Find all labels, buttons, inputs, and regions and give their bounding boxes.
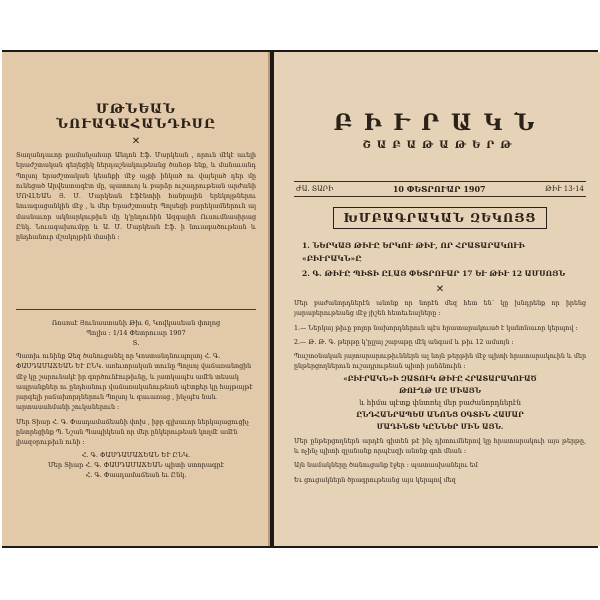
article-paragraph: Տաղանդաւոր քամանչահար Անդոն Էֆ. Մարկեան , որուն մէկէ աւելի երաժշտական գեղեցիկ ներդաշնակութեանց ծանօթ ենք, և մանաւանդ Պոլսոյ երաժշտական կեանքի մէջ աչքի ինկած ու վայելած դեր մը ունեցած Արվեստագէտ մը, պատուոյ և բարձր ուշադրութեան արժանի ՄՈՎԼԵԱՆ Յ. Մ. Մարկեան Էֆէնտիի հանրային երեկոյթներու նուագացանկին մէջ , և մեր Երաժշտասէր Պոլսեցի բարեկամներուն ալ մասնաւոր ակնարկութիւն մը կ՚ընդունին Ազգային Ուսումնասիրաց Ընկ. Նուագախումբը և Ա. Մ. Մարկեան Էֆ. ի նուագածութեան և ընդհանուր մշակոյթին մասին : bbox=[16, 152, 256, 242]
letter-body: Պատիւ ունինք Ձեզ ծանուցանել որ Կոստանդնուպոլսոյ Հ. Գ. ՓԱՍԴԱՄԱՃԵԱՆ ԵՒ ԸՆԿ. առեւտրական տունը Պոլսոյ վաճառանոցին մէջ կը շարունակէ իր գործունէութիւնը, և յատկապէս ամէն տեսակ ապրանքներ ու ընդհանուր վաճառականութեան պէտքեր կը հայթայթէ յարգելի յաճախորդներուն Պոլսոյ և գաւառաց , ինչպէս նաև արտասահմանի շուկաներուն : bbox=[16, 353, 253, 412]
issue-year: ԺԱ. ՏԱՐԻ bbox=[296, 185, 334, 193]
body-paragraph-3: Մեր ընթերցողներն արդէն գիտեն թէ ինչ դիտումներով կը հրատարակուի այս թերթը, և ոչինչ պիտի զլանանք որպէսզի անոնք գոհ մնան : bbox=[294, 437, 586, 456]
center-line-4: ԸՆԴՀԱՆՐԱՊԵՍ ԱՆՈՆՑ ՕԳՏԻՆ ՀԱՄԱՐ bbox=[356, 409, 524, 419]
body-paragraph-2: Պաշտօնական յայտարարութիւններն ալ նոյն թերթին մէջ պիտի հրատարակուին և մեր ընթերցողներուն ուշադրութեան պիտի յանձնուին : bbox=[294, 353, 586, 371]
center-line-1: «ԲԻՒՐԱԿՆ»Ի ԶԱՏՈՒԿ ԹԻՒԸ ՀՐԱՏԱՐԱԿՈՒԱԾ bbox=[343, 373, 537, 383]
greeting: Տ. bbox=[132, 339, 140, 347]
issue-info-row bbox=[294, 181, 586, 197]
issue-number: ԹԻՒ 13-14 bbox=[544, 185, 584, 193]
body-paragraph-4: Այն նամակները ծանուցանք էջեր : պատասխանելու եմ bbox=[294, 462, 478, 470]
body-item-2: 2.— Թ. Թ. Գ. թերթը կ՚ըլլայ շաբաթը մէկ անգամ և թիւ 12 ամսոյն : bbox=[294, 338, 514, 346]
article-title: ՄԹՆԵԱՆ ՆՈՒԱԳԱՀԱՆԴԻՍԸ bbox=[56, 102, 216, 132]
right-page bbox=[274, 52, 600, 546]
letter-body-2: Մեր Տիար Հ. Գ. Փասդամաճեանի փոխ , իբր գլխաւոր ներկայացուցիչ ընտրեցինք Պ. Նշան Պապիկեան որ մեր ընկերութեան կողմէ ամէն լիազօրութիւն ունի : bbox=[16, 418, 249, 447]
notice-1: 1. ՆԵՐԿԱՅ ԹԻՒԸ ԵՐԿՈՒ ԹԻՒ, ՈՐ ՀՐԱՏԱՐԱԿՈՒԻ «ԲԻՒՐԱԿՆ»Ը bbox=[302, 241, 525, 263]
address-line: Ռոսոսէ Յունաստանի Թիւ 6, Կովկասեան փողոց bbox=[51, 319, 221, 327]
divider bbox=[16, 309, 256, 310]
body-item-1: 1.— Ներկայ թիւը բոլոր նախորդներուն պէս հրատարակուած է կանոնաւոր կերպով : bbox=[294, 324, 578, 332]
book-scan bbox=[2, 50, 598, 548]
cross-ornament-icon: ✕ bbox=[435, 284, 445, 295]
newspaper-masthead: ԲԻՒՐԱԿՆ bbox=[333, 110, 547, 136]
cross-ornament-icon: ✕ bbox=[131, 136, 141, 147]
signature-1: Հ. Գ. ՓԱՍԴԱՄԱՃԵԱՆ ԵՒ ԸՆԿ. bbox=[81, 450, 191, 459]
center-line-5: ՄԱԴԻՆՏԵ ԿԸՆՆԵՐ ՄԻՆ ԱՅՆ. bbox=[376, 421, 504, 431]
notice-2: 2. Գ. ԹԻՒԸ ՊԻՏԻ ԸԼԱՅ ՓԵՏՐՈՒԱՐ 17 ԵՒ ԹԻՒ 12 ԱՄՍՈՅՆ bbox=[302, 269, 566, 278]
newspaper-subtitle: ՇԱԲԱԹԱԹԵՐԹ bbox=[362, 140, 518, 151]
body-paragraph-5: Եւ ցուցակներն ծրագրութեանց այս կերպով մեզ bbox=[294, 476, 456, 484]
body-paragraph-1: Մեր բաժանորդներէն անոնք որ նորէն մեզ հետ են՝ կը խնդրենք որ իրենց յարաբերութեանց մէջ յիշեն հետեւեալները : bbox=[294, 300, 586, 318]
signature-2: Հ. Գ. Փասդամաճեան եւ Ընկ. bbox=[85, 470, 187, 479]
issue-date: 10 ՓԵՏՐՈՒԱՐ 1907 bbox=[392, 184, 486, 194]
center-line-3: և հիմա պէտք փնտռել մեր բաժանորդներէն bbox=[359, 398, 521, 407]
date-line: Պոլիս : 1/14 Փետրուար 1907 bbox=[86, 329, 186, 337]
signature-line: Մեր Տիար Հ. Գ. ՓԱՍԴԱՄԱՃԵԱՆ պիտի ստորագրէ bbox=[47, 460, 225, 469]
editorial-title: ԽՄԲԱԳՐԱԿԱՆ ԶԵԿՈՅՑ bbox=[333, 207, 548, 229]
center-line-2: ԹՈՒՂԹ ՄԸ ՄԻԱՅՆ bbox=[398, 385, 482, 395]
editorial-header bbox=[294, 207, 586, 229]
left-page bbox=[2, 52, 270, 546]
